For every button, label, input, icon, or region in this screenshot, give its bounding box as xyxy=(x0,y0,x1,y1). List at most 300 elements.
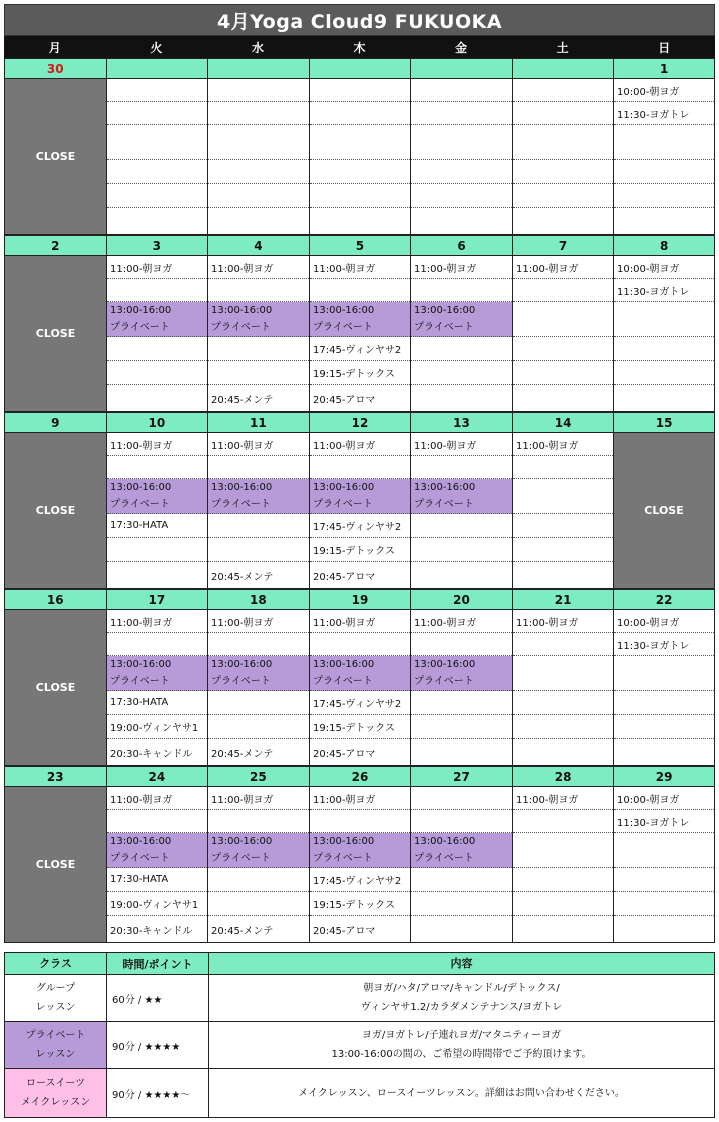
date-cell: 26 xyxy=(309,766,411,787)
date-cell: 14 xyxy=(512,412,614,433)
class-slot xyxy=(513,184,613,208)
weekday-label: 火 xyxy=(150,40,163,55)
private-lesson-time: 13:00-16:00 xyxy=(313,659,375,670)
class-slot xyxy=(614,208,714,235)
class-slot xyxy=(614,916,714,943)
legend-content-line: 朝ヨガ/ハタ/アロマ/キャンドル/デトックス/ xyxy=(363,983,560,994)
class-slot: 11:00-朝ヨガ xyxy=(411,433,512,456)
class-slot xyxy=(411,125,512,160)
legend-class-cell xyxy=(5,975,107,1021)
legend-row-group xyxy=(4,975,715,1022)
legend-content-cell xyxy=(209,1069,714,1117)
private-lesson-label: プライベート xyxy=(110,499,170,510)
day-column xyxy=(207,610,309,766)
class-slot xyxy=(614,361,714,385)
class-slot: 11:00-朝ヨガ xyxy=(513,433,613,456)
legend-class-line: グループ xyxy=(35,983,76,994)
private-lesson-time: 13:00-16:00 xyxy=(414,836,476,847)
class-slot xyxy=(513,479,613,514)
day-column xyxy=(207,433,309,589)
date-cell: 17 xyxy=(106,589,208,610)
class-slot xyxy=(513,160,613,184)
date-cell: 29 xyxy=(613,766,715,787)
private-lesson-time: 13:00-16:00 xyxy=(110,659,172,670)
private-lesson-time: 13:00-16:00 xyxy=(313,836,375,847)
private-lesson-time: 13:00-16:00 xyxy=(313,482,375,493)
date-cell: 15 xyxy=(613,412,715,433)
class-slot xyxy=(208,160,309,184)
week-schedule xyxy=(4,79,715,235)
private-lesson-block xyxy=(107,479,207,514)
class-slot xyxy=(107,633,207,656)
private-lesson-block xyxy=(310,656,410,691)
date-cell: 25 xyxy=(207,766,309,787)
class-slot: 20:45-メンテ xyxy=(211,926,274,937)
class-slot xyxy=(614,868,714,892)
class-slot: 17:45-ヴィンヤサ2 xyxy=(310,868,410,892)
private-lesson-block xyxy=(208,833,309,868)
private-lesson-block xyxy=(208,656,309,691)
date-cell: 4 xyxy=(207,235,309,256)
day-column xyxy=(309,610,410,766)
class-slot xyxy=(513,102,613,125)
class-slot xyxy=(513,208,613,235)
week-row xyxy=(4,766,715,943)
weekday-label: 水 xyxy=(251,40,264,55)
legend-class-cell xyxy=(5,1022,107,1068)
date-cell: 5 xyxy=(309,235,411,256)
private-lesson-label: プライベート xyxy=(414,322,474,333)
class-slot: 20:45-アロマ xyxy=(313,395,376,406)
private-lesson-label: プライベート xyxy=(211,853,271,864)
class-slot xyxy=(614,739,714,766)
private-lesson-block xyxy=(411,833,512,868)
date-cell: 10 xyxy=(106,412,208,433)
private-lesson-time: 13:00-16:00 xyxy=(110,836,172,847)
private-lesson-time: 13:00-16:00 xyxy=(414,482,476,493)
class-slot xyxy=(614,892,714,916)
legend-row-private xyxy=(4,1022,715,1069)
date-cell: 11 xyxy=(207,412,309,433)
class-slot: 19:15-デトックス xyxy=(310,715,410,739)
legend-content-line: ヨガ/ヨガトレ/子連れヨガ/マタニティーヨガ xyxy=(361,1030,562,1041)
class-slot xyxy=(411,715,512,739)
date-cell: 20 xyxy=(410,589,512,610)
legend-content-line: ヴィンヤサ1.2/カラダメンテナンス/ヨガトレ xyxy=(360,1002,563,1013)
class-slot xyxy=(107,456,207,479)
class-slot xyxy=(411,102,512,125)
class-slot xyxy=(513,562,613,589)
class-slot: 17:45-ヴィンヤサ2 xyxy=(310,514,410,538)
day-column xyxy=(410,787,512,943)
legend-header-time: 時間/ポイント xyxy=(107,953,209,974)
class-slot xyxy=(411,810,512,833)
date-cell: 8 xyxy=(613,235,715,256)
class-slot xyxy=(411,633,512,656)
weekday-label: 金 xyxy=(455,40,468,55)
class-slot xyxy=(513,361,613,385)
class-slot: 10:00-朝ヨガ xyxy=(614,79,714,102)
day-column xyxy=(512,79,613,235)
date-cell: 21 xyxy=(512,589,614,610)
class-slot xyxy=(614,385,714,412)
private-lesson-label: プライベート xyxy=(211,499,271,510)
private-lesson-label: プライベート xyxy=(211,322,271,333)
class-slot: 11:00-朝ヨガ xyxy=(107,787,207,810)
class-slot xyxy=(513,279,613,302)
date-cell: 3 xyxy=(106,235,208,256)
class-slot xyxy=(411,739,512,766)
class-slot xyxy=(513,715,613,739)
class-slot xyxy=(208,337,309,361)
class-slot xyxy=(411,385,512,412)
closed-day: CLOSE xyxy=(613,433,715,589)
class-slot xyxy=(208,691,309,715)
class-slot xyxy=(411,456,512,479)
class-slot: 11:00-朝ヨガ xyxy=(310,787,410,810)
class-slot xyxy=(513,691,613,715)
legend-header-content: 内容 xyxy=(450,957,473,970)
class-slot: 19:15-デトックス xyxy=(310,892,410,916)
legend-header xyxy=(4,952,715,975)
class-slot xyxy=(513,868,613,892)
class-slot: 11:00-朝ヨガ xyxy=(208,787,309,810)
class-slot xyxy=(208,102,309,125)
class-slot: 10:00-朝ヨガ xyxy=(614,256,714,279)
day-column xyxy=(207,256,309,412)
date-cell: 9 xyxy=(4,412,106,433)
private-lesson-label: プライベート xyxy=(414,676,474,687)
private-lesson-label: プライベート xyxy=(313,676,373,687)
class-slot: 11:00-朝ヨガ xyxy=(310,433,410,456)
date-row xyxy=(4,589,715,610)
legend-class-line: レッスン xyxy=(35,1002,76,1013)
class-slot xyxy=(411,691,512,715)
private-lesson-block xyxy=(107,833,207,868)
private-lesson-block xyxy=(310,302,410,337)
date-row xyxy=(4,235,715,256)
class-slot xyxy=(513,916,613,943)
date-row xyxy=(4,58,715,79)
class-slot: 11:30-ヨガトレ xyxy=(614,102,714,125)
class-slot xyxy=(411,538,512,562)
class-slot xyxy=(411,514,512,538)
date-cell: 2 xyxy=(4,235,106,256)
class-slot: 11:00-朝ヨガ xyxy=(513,610,613,633)
date-row xyxy=(4,766,715,787)
class-slot xyxy=(513,892,613,916)
week-row xyxy=(4,412,715,589)
date-cell xyxy=(512,58,614,79)
legend-header-class: クラス xyxy=(5,953,107,974)
class-slot xyxy=(107,810,207,833)
class-slot xyxy=(310,456,410,479)
private-lesson-label: プライベート xyxy=(110,853,170,864)
private-lesson-time: 13:00-16:00 xyxy=(110,305,172,316)
class-slot: 19:15-デトックス xyxy=(310,361,410,385)
day-column xyxy=(106,433,207,589)
date-cell xyxy=(207,58,309,79)
class-slot: 10:00-朝ヨガ xyxy=(614,787,714,810)
class-slot: 11:00-朝ヨガ xyxy=(513,787,613,810)
week-row xyxy=(4,589,715,766)
calendar-grid xyxy=(4,58,715,943)
date-cell: 19 xyxy=(309,589,411,610)
class-slot xyxy=(513,633,613,656)
class-slot: 11:00-朝ヨガ xyxy=(310,256,410,279)
day-column xyxy=(106,256,207,412)
private-lesson-block xyxy=(411,656,512,691)
class-slot xyxy=(513,514,613,538)
class-slot xyxy=(208,538,309,562)
closed-day: CLOSE xyxy=(4,433,106,589)
class-slot xyxy=(411,160,512,184)
private-lesson-block xyxy=(411,302,512,337)
legend-content-cell xyxy=(209,975,714,1021)
class-slot xyxy=(310,810,410,833)
class-slot xyxy=(310,633,410,656)
private-lesson-block xyxy=(310,833,410,868)
class-slot xyxy=(310,279,410,302)
class-slot: 19:00-ヴィンヤサ1 xyxy=(107,892,207,916)
week-schedule xyxy=(4,433,715,589)
private-lesson-time: 13:00-16:00 xyxy=(414,659,476,670)
class-slot xyxy=(411,916,512,943)
private-lesson-label: プライベート xyxy=(211,676,271,687)
class-slot xyxy=(107,279,207,302)
private-lesson-time: 13:00-16:00 xyxy=(211,836,273,847)
private-lesson-time: 13:00-16:00 xyxy=(211,305,273,316)
class-slot xyxy=(208,868,309,892)
day-column xyxy=(410,256,512,412)
day-column xyxy=(512,256,613,412)
date-cell: 1 xyxy=(613,58,715,79)
class-slot xyxy=(411,868,512,892)
date-cell: 6 xyxy=(410,235,512,256)
date-cell xyxy=(410,58,512,79)
legend-class-line: レッスン xyxy=(35,1049,76,1060)
class-slot xyxy=(513,810,613,833)
date-cell: 13 xyxy=(410,412,512,433)
class-slot xyxy=(513,833,613,868)
day-column xyxy=(410,433,512,589)
class-slot xyxy=(411,361,512,385)
class-slot xyxy=(107,562,207,589)
class-slot: 11:00-朝ヨガ xyxy=(107,433,207,456)
class-slot xyxy=(614,302,714,337)
class-slot xyxy=(614,125,714,160)
class-legend xyxy=(4,952,715,1118)
class-slot: 11:00-朝ヨガ xyxy=(107,256,207,279)
date-cell: 7 xyxy=(512,235,614,256)
private-lesson-label: プライベート xyxy=(313,853,373,864)
class-slot xyxy=(208,892,309,916)
class-slot xyxy=(411,562,512,589)
class-slot: 11:00-朝ヨガ xyxy=(208,610,309,633)
legend-row-raw-sweets xyxy=(4,1069,715,1118)
date-cell: 12 xyxy=(309,412,411,433)
class-slot xyxy=(614,691,714,715)
class-slot: 10:00-朝ヨガ xyxy=(614,610,714,633)
class-slot xyxy=(411,787,512,810)
class-slot xyxy=(513,538,613,562)
private-lesson-time: 13:00-16:00 xyxy=(313,305,375,316)
class-slot xyxy=(513,739,613,766)
class-slot xyxy=(411,892,512,916)
day-column xyxy=(410,610,512,766)
legend-time-cell: 90分 / ★★★★～ xyxy=(107,1069,209,1117)
closed-day: CLOSE xyxy=(4,256,106,412)
class-slot: 20:30-キャンドル xyxy=(110,749,193,760)
class-slot xyxy=(107,160,207,184)
class-slot: 11:00-朝ヨガ xyxy=(208,433,309,456)
private-lesson-label: プライベート xyxy=(313,499,373,510)
legend-content-cell xyxy=(209,1022,714,1068)
legend-time-cell: 60分 / ★★ xyxy=(107,975,209,1021)
class-slot xyxy=(310,79,410,102)
day-column xyxy=(309,433,410,589)
class-slot: 20:30-キャンドル xyxy=(110,926,193,937)
class-slot xyxy=(614,833,714,868)
week-schedule xyxy=(4,610,715,766)
class-slot xyxy=(208,208,309,235)
class-slot: 17:45-ヴィンヤサ2 xyxy=(310,337,410,361)
day-column xyxy=(613,79,715,235)
class-slot: 20:45-メンテ xyxy=(211,572,274,583)
private-lesson-block xyxy=(208,302,309,337)
day-column xyxy=(410,79,512,235)
day-column xyxy=(512,787,613,943)
day-column xyxy=(512,610,613,766)
day-column xyxy=(106,610,207,766)
class-slot: 20:45-メンテ xyxy=(211,395,274,406)
class-slot xyxy=(411,337,512,361)
date-cell xyxy=(309,58,411,79)
week-schedule xyxy=(4,256,715,412)
class-slot xyxy=(614,160,714,184)
class-slot xyxy=(513,125,613,160)
class-slot xyxy=(310,125,410,160)
weekday-header xyxy=(4,36,715,58)
class-slot xyxy=(513,385,613,412)
weekday-label: 土 xyxy=(556,40,569,55)
class-slot xyxy=(208,715,309,739)
day-column xyxy=(106,79,207,235)
class-slot: 11:30-ヨガトレ xyxy=(614,279,714,302)
class-slot xyxy=(208,279,309,302)
class-slot xyxy=(107,361,207,385)
class-slot xyxy=(107,385,207,412)
closed-day: CLOSE xyxy=(4,79,106,235)
class-slot xyxy=(411,208,512,235)
legend-class-cell xyxy=(5,1069,107,1117)
private-lesson-block xyxy=(107,302,207,337)
class-slot xyxy=(513,656,613,691)
class-slot: 19:15-デトックス xyxy=(310,538,410,562)
weekday-label: 木 xyxy=(353,40,366,55)
private-lesson-label: プライベート xyxy=(313,322,373,333)
day-column xyxy=(106,787,207,943)
class-slot xyxy=(107,538,207,562)
private-lesson-time: 13:00-16:00 xyxy=(211,482,273,493)
private-lesson-label: プライベート xyxy=(110,676,170,687)
class-slot: 20:45-メンテ xyxy=(211,749,274,760)
class-slot xyxy=(310,102,410,125)
date-cell: 23 xyxy=(4,766,106,787)
legend-class-line: プライベート xyxy=(25,1030,86,1041)
class-slot xyxy=(107,79,207,102)
class-slot: 17:45-ヴィンヤサ2 xyxy=(310,691,410,715)
class-slot xyxy=(310,184,410,208)
date-cell: 18 xyxy=(207,589,309,610)
class-slot xyxy=(614,656,714,691)
class-slot: 11:00-朝ヨガ xyxy=(310,610,410,633)
class-slot xyxy=(310,160,410,184)
class-slot: 19:00-ヴィンヤサ1 xyxy=(107,715,207,739)
private-lesson-label: プライベート xyxy=(110,322,170,333)
class-slot xyxy=(513,456,613,479)
date-cell: 24 xyxy=(106,766,208,787)
weekday-label: 日 xyxy=(658,40,671,55)
day-column xyxy=(309,256,410,412)
private-lesson-time: 13:00-16:00 xyxy=(414,305,476,316)
class-slot xyxy=(310,208,410,235)
private-lesson-label: プライベート xyxy=(414,499,474,510)
date-cell: 22 xyxy=(613,589,715,610)
week-row xyxy=(4,235,715,412)
class-slot xyxy=(107,102,207,125)
date-cell: 30 xyxy=(4,58,106,79)
legend-class-line: メイクレッスン xyxy=(20,1097,91,1108)
class-slot xyxy=(208,810,309,833)
private-lesson-label: プライベート xyxy=(414,853,474,864)
date-cell: 16 xyxy=(4,589,106,610)
class-slot xyxy=(513,337,613,361)
closed-day: CLOSE xyxy=(4,610,106,766)
private-lesson-block xyxy=(107,656,207,691)
class-slot xyxy=(208,514,309,538)
class-slot xyxy=(411,279,512,302)
class-slot xyxy=(208,79,309,102)
day-column xyxy=(309,787,410,943)
week-schedule xyxy=(4,787,715,943)
private-lesson-block xyxy=(208,479,309,514)
weekday-label: 月 xyxy=(48,40,61,55)
date-cell: 28 xyxy=(512,766,614,787)
private-lesson-time: 13:00-16:00 xyxy=(211,659,273,670)
class-slot xyxy=(614,337,714,361)
day-column xyxy=(613,256,715,412)
class-slot xyxy=(513,302,613,337)
date-cell: 27 xyxy=(410,766,512,787)
class-slot: 11:00-朝ヨガ xyxy=(107,610,207,633)
page-title: 4月Yoga Cloud9 FUKUOKA xyxy=(4,4,715,36)
day-column xyxy=(207,79,309,235)
class-slot xyxy=(208,456,309,479)
class-slot xyxy=(208,633,309,656)
class-slot: 11:00-朝ヨガ xyxy=(411,610,512,633)
class-slot xyxy=(614,715,714,739)
private-lesson-block xyxy=(310,479,410,514)
day-column xyxy=(309,79,410,235)
day-column xyxy=(512,433,613,589)
class-slot xyxy=(411,79,512,102)
class-slot xyxy=(107,208,207,235)
class-slot xyxy=(208,361,309,385)
week-row xyxy=(4,58,715,235)
class-slot xyxy=(614,184,714,208)
class-slot: 17:30-HATA xyxy=(107,514,207,538)
